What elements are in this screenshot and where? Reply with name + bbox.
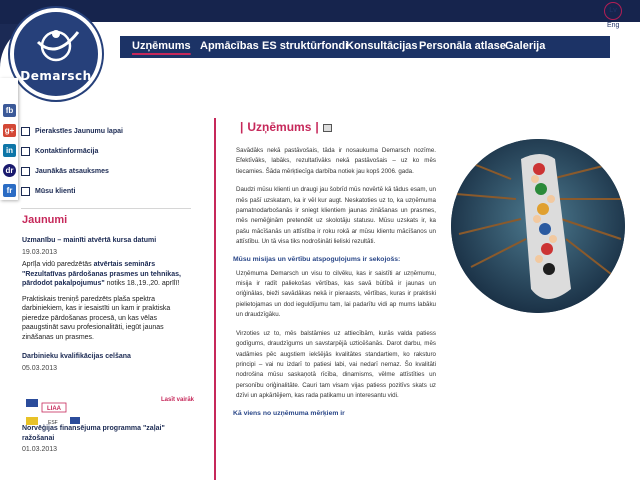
mission-paragraph: Uzņēmuma Demarsch un visu to cilvēku, kas ir saistīti ar uzņēmumu, misija ir radīt paliekošas vērtības, kas savā būtībā ir jaunas un oriģinālas, bieži savādākas nekā ir pieraasts, vērtības, kuras ir praktiski pielietojamas un dod ieguldījumu tam, lai padarītu vidi ap mums labāku un draudzīgāku. <box>236 269 436 319</box>
news-date: 01.03.2013 <box>22 446 58 453</box>
rowing-team-photo <box>449 137 627 315</box>
lang-lv-button[interactable]: Lv <box>604 2 622 20</box>
demarsch-logo[interactable] <box>10 8 102 100</box>
section-subheading: Kā viens no uzņēmuma mērķiem ir <box>233 409 345 417</box>
sidebar-link-testimonials[interactable] <box>21 166 191 186</box>
lang-eng-link[interactable]: Eng <box>607 22 620 29</box>
news-body: Praktiskais treniņš paredzēts plaša spektra darbiniekiem, kas ir iesaistīti un kam ir praktiska pieredze pārdošanas procesā, un kas vēlas paaugstināt savu profesionalitāti, iegūt jaunas zināšanas un prasmes. <box>22 295 171 341</box>
news-section-title: Jaunumi <box>22 214 68 226</box>
linkedin-icon[interactable]: in <box>3 144 16 157</box>
sidebar-link-label: Kontaktinformācija <box>35 148 99 155</box>
title-bar-left: | <box>240 120 244 134</box>
frype-icon[interactable]: fr <box>3 184 16 197</box>
esf-logo-text: ESF <box>48 420 58 426</box>
facebook-icon[interactable]: fb <box>3 104 16 117</box>
partner-logos <box>26 397 102 429</box>
partner-logos-image <box>26 397 102 429</box>
sidebar-link-newsletter[interactable] <box>21 126 191 146</box>
print-icon[interactable] <box>323 124 332 132</box>
liaa-logo-text: LIAA <box>47 406 61 412</box>
nav-item-konsultacijas[interactable]: Konsultācijas <box>346 40 418 52</box>
sidebar-divider <box>21 208 191 209</box>
sidebar-link-label: Pierakstīes Jaunumu lapai <box>35 128 123 135</box>
news-date: 05.03.2013 <box>22 364 58 372</box>
intro-paragraph: Daudzi mūsu klienti un draugi jau šobrīd mūs novērtē kā tādus esam, un mēs pašī uzskatam, ka ir vēl kur augt. Neskatoties uz to, ka uzņēmuma pamatnodarbošanās ir sniegt klientiem jaunas zināšanas un prasmes, mēs nemēģinām pretendēt uz skolotāju statusu. Mūsu uzskats ir, ka pašu mācīšanās un attīstība ir roku rokā ar mūsu klientu mācīšanos un attīstību. Un tā visa tiks nodrošināti lieliski rezultāti. <box>236 186 436 246</box>
news-body <box>22 260 192 289</box>
content-divider <box>214 118 216 480</box>
page-title <box>236 120 436 134</box>
nav-item-es-strukturfondi[interactable]: ES struktūrfondi <box>262 40 349 52</box>
news-body-bold: atvērtais seminārs "Rezultatīvas pārdošanas prasmes un tehnikas, pārdodot pakalpojumus" <box>22 261 181 287</box>
section-subheading: Mūsu misijas un vērtību atspoguļojums ir sekojošs: <box>233 255 401 263</box>
main-content <box>233 120 436 423</box>
news-headline[interactable]: Norvēģijas finansējuma programma "zaļai" ražošanai <box>22 425 165 442</box>
draugiem-icon[interactable]: dr <box>3 164 16 177</box>
intro-paragraph: Savādāks nekā pastāvošais, tāda ir nosaukuma Demarsch nozīme. Efektīvāks, labāks, rezultatīvāks nekā pastāvošais – uz ko mēs tiecamies. Šāda mērķtiecīga darbība notiek jau kopš 2006. gada. <box>236 147 436 175</box>
sidebar-link-label: Mūsu klienti <box>35 188 76 195</box>
sidebar-link-contacts[interactable] <box>21 146 191 166</box>
rowing-photo-image <box>451 139 627 315</box>
checkbox-icon <box>21 167 30 176</box>
google-plus-icon[interactable]: g+ <box>4 126 15 135</box>
nav-item-apmacibas[interactable]: Apmācības <box>200 40 259 52</box>
logo-text: Demarsch <box>20 69 92 83</box>
sidebar-link-clients[interactable] <box>21 186 191 206</box>
social-rail <box>0 78 18 200</box>
nav-item-uznemums[interactable]: Uzņēmums <box>132 40 191 52</box>
checkbox-icon <box>21 187 30 196</box>
checkbox-icon <box>21 147 30 156</box>
news-body-text: notiks 18.,19.,20. aprīlī! <box>104 280 180 287</box>
mission-paragraph: Virzoties uz to, mēs balstāmies uz attiecībām, kurās valda patiess godīgums, draudzīgums un savstarpējā uzticēšanās. Darot darbu, mēs vadāmies pēc augstiem iekšējās kvalitātes standartiem, ko raksturo principi – vai nu izdarī to patiesi labi, vai nedarī nemaz. Šo kvalitāti nodrošina mūsu saskaņotā rīcība, dinamisms, vēlme attīstīties un personību oriģinalitāte. Cauri tam visam vijas patiess pozitīvs skats uz dzīvi un apkārtējiem, kas rada patikamu un interesantu vidi. <box>236 329 436 400</box>
page-title-text: Uzņēmums <box>247 120 312 134</box>
nav-item-galerija[interactable]: Galerija <box>505 40 546 52</box>
logo-mark-icon <box>14 12 98 96</box>
news-body-text: Aprīļa vidū paredzētās <box>22 261 94 268</box>
news-date: 19.03.2013 <box>22 248 58 256</box>
read-more-link[interactable]: Lasīt vairāk <box>161 397 195 403</box>
main-nav <box>120 36 610 58</box>
news-headline[interactable]: Darbinieku kvalifikācijas celšana <box>22 353 131 360</box>
checkbox-icon <box>21 127 30 136</box>
sidebar-links <box>21 104 191 206</box>
news-headline[interactable]: Uzmanību – mainīti atvērtā kursa datumi <box>22 237 157 244</box>
sidebar-link-label: Jaunākās atsauksmes <box>35 168 109 175</box>
title-bar-right: | <box>315 120 319 134</box>
nav-item-personala-atlase[interactable]: Personāla atlase <box>419 40 506 52</box>
